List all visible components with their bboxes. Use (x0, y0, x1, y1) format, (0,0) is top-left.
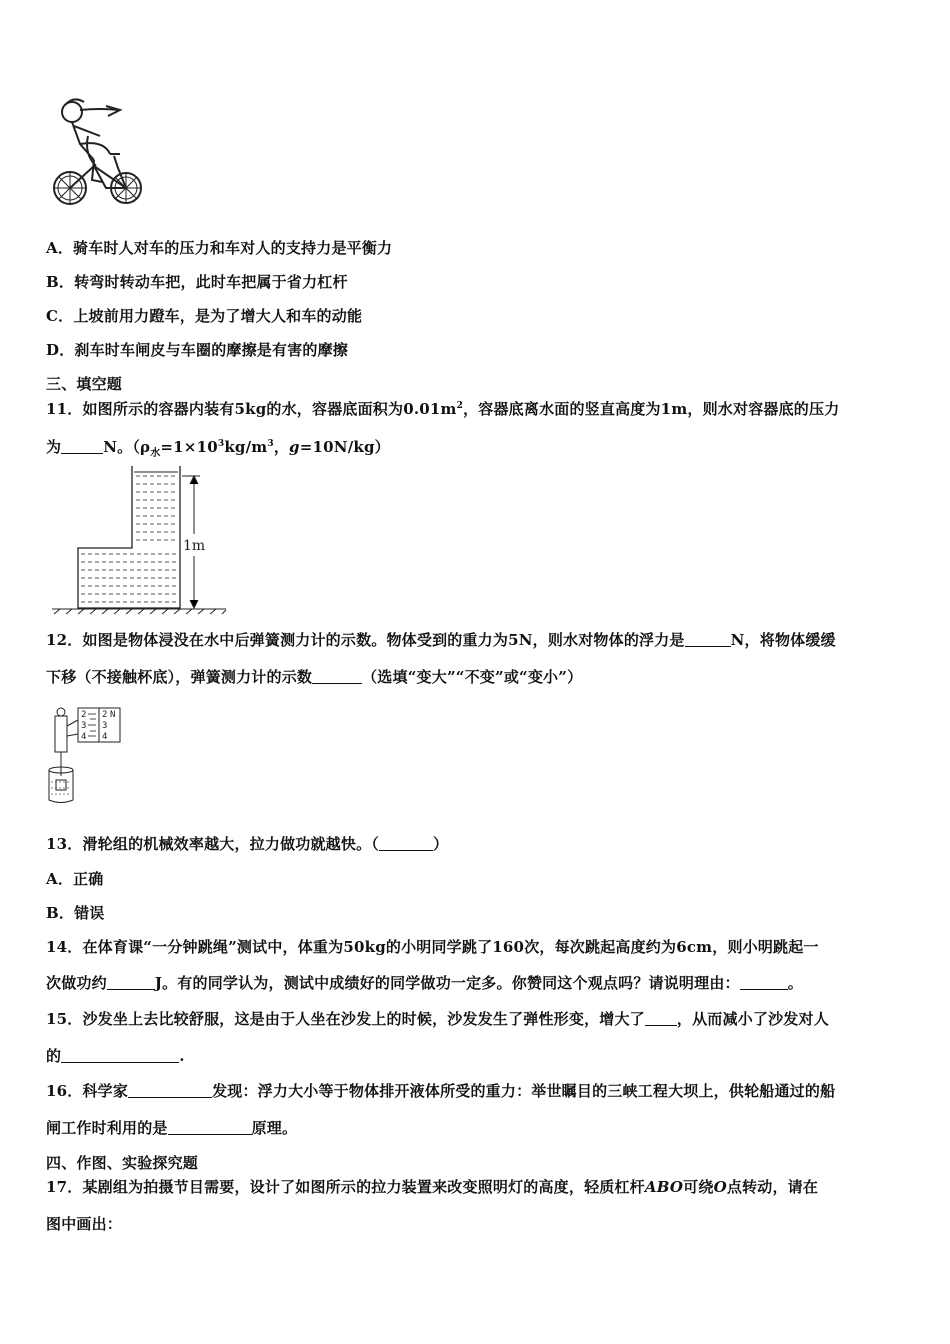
scale-mark: 2 (102, 710, 108, 720)
answer-blank (379, 836, 433, 851)
answer-blank (128, 1083, 212, 1098)
scale-mark: 2 (81, 710, 87, 720)
q13-option-a: A．正确 (46, 870, 104, 888)
spring-scale-figure (44, 702, 128, 806)
section-heading-experiment: 四、作图、实验探究题 (46, 1154, 199, 1172)
q14-line-2: 次做功约 J。有的同学认为，测试中成绩好的同学做功一定多。你赞同这个观点吗？请说明理由： 。 (46, 974, 803, 992)
answer-blank (61, 439, 103, 454)
q14-line-1: 14．在体育课“一分钟跳绳”测试中，体重为50kg的小明同学跳了160次，每次跳起高度约为6cm，则小明跳起一 (46, 938, 819, 956)
answer-blank (685, 632, 731, 647)
water-container-figure (44, 464, 234, 616)
q10-option-c: C．上坡前用力蹬车，是为了增大人和车的动能 (46, 307, 363, 325)
q11-line-1: 11．如图所示的容器内装有5kg的水，容器底面积为$0.01m^2$，容器底离水面的竖直高度为1m，则水对容器底的压力 (46, 400, 840, 418)
answer-blank (61, 1048, 179, 1063)
q10-option-b: B．转弯时转动车把，此时车把属于省力杠杆 (46, 273, 348, 291)
scale-mark: 3 (81, 721, 87, 731)
bicycle-rider-figure (44, 96, 154, 211)
answer-blank (645, 1011, 677, 1026)
q10-option-d: D．刹车时车闸皮与车圈的摩擦是有害的摩擦 (46, 341, 349, 359)
section-heading-fill-blank: 三、填空题 (46, 375, 123, 393)
q12-line-2: 下移（不接触杯底），弹簧测力计的示数 （选填“变大”“不变”或“变小”） (46, 668, 583, 686)
scale-mark: 4 (102, 732, 108, 742)
answer-blank (312, 669, 362, 684)
q17-line-1: 17．某剧组为拍摄节目需要，设计了如图所示的拉力装置来改变照明灯的高度，轻质杠杆ABO可绕O点转动，请在 (46, 1178, 819, 1196)
scale-mark: 3 (102, 721, 108, 731)
answer-blank (740, 975, 788, 990)
q17-line-2: 图中画出： (46, 1215, 123, 1233)
q15-line-1: 15．沙发坐上去比较舒服，这是由于人坐在沙发上的时候，沙发发生了弹性形变，增大了 ，从而减小了沙发对人 (46, 1010, 829, 1028)
q13-stem: 13．滑轮组的机械效率越大，拉力做功就越快。（ ） (46, 835, 449, 853)
q12-line-1: 12．如图是物体浸没在水中后弹簧测力计的示数。物体受到的重力为5N，则水对物体的浮力是 N，将物体缓缓 (46, 631, 836, 649)
q11-line-2: 为 N。（$\rho_水=1\times 10^3kg/m^3$，g=10N/kg） (46, 438, 390, 459)
q15-line-2: 的 . (46, 1047, 185, 1065)
answer-blank (107, 975, 155, 990)
scale-mark: 4 (81, 732, 87, 742)
height-label: 1m (183, 538, 206, 554)
q16-line-1: 16．科学家 发现：浮力大小等于物体排开液体所受的重力：举世瞩目的三峡工程大坝上，供轮船通过的船 (46, 1082, 836, 1100)
q13-option-b: B．错误 (46, 904, 105, 922)
q10-option-a: A．骑车时人对车的压力和车对人的支持力是平衡力 (46, 239, 393, 257)
scale-unit: N (110, 710, 116, 720)
q16-line-2: 闸工作时利用的是 原理。 (46, 1119, 298, 1137)
answer-blank (168, 1120, 252, 1135)
